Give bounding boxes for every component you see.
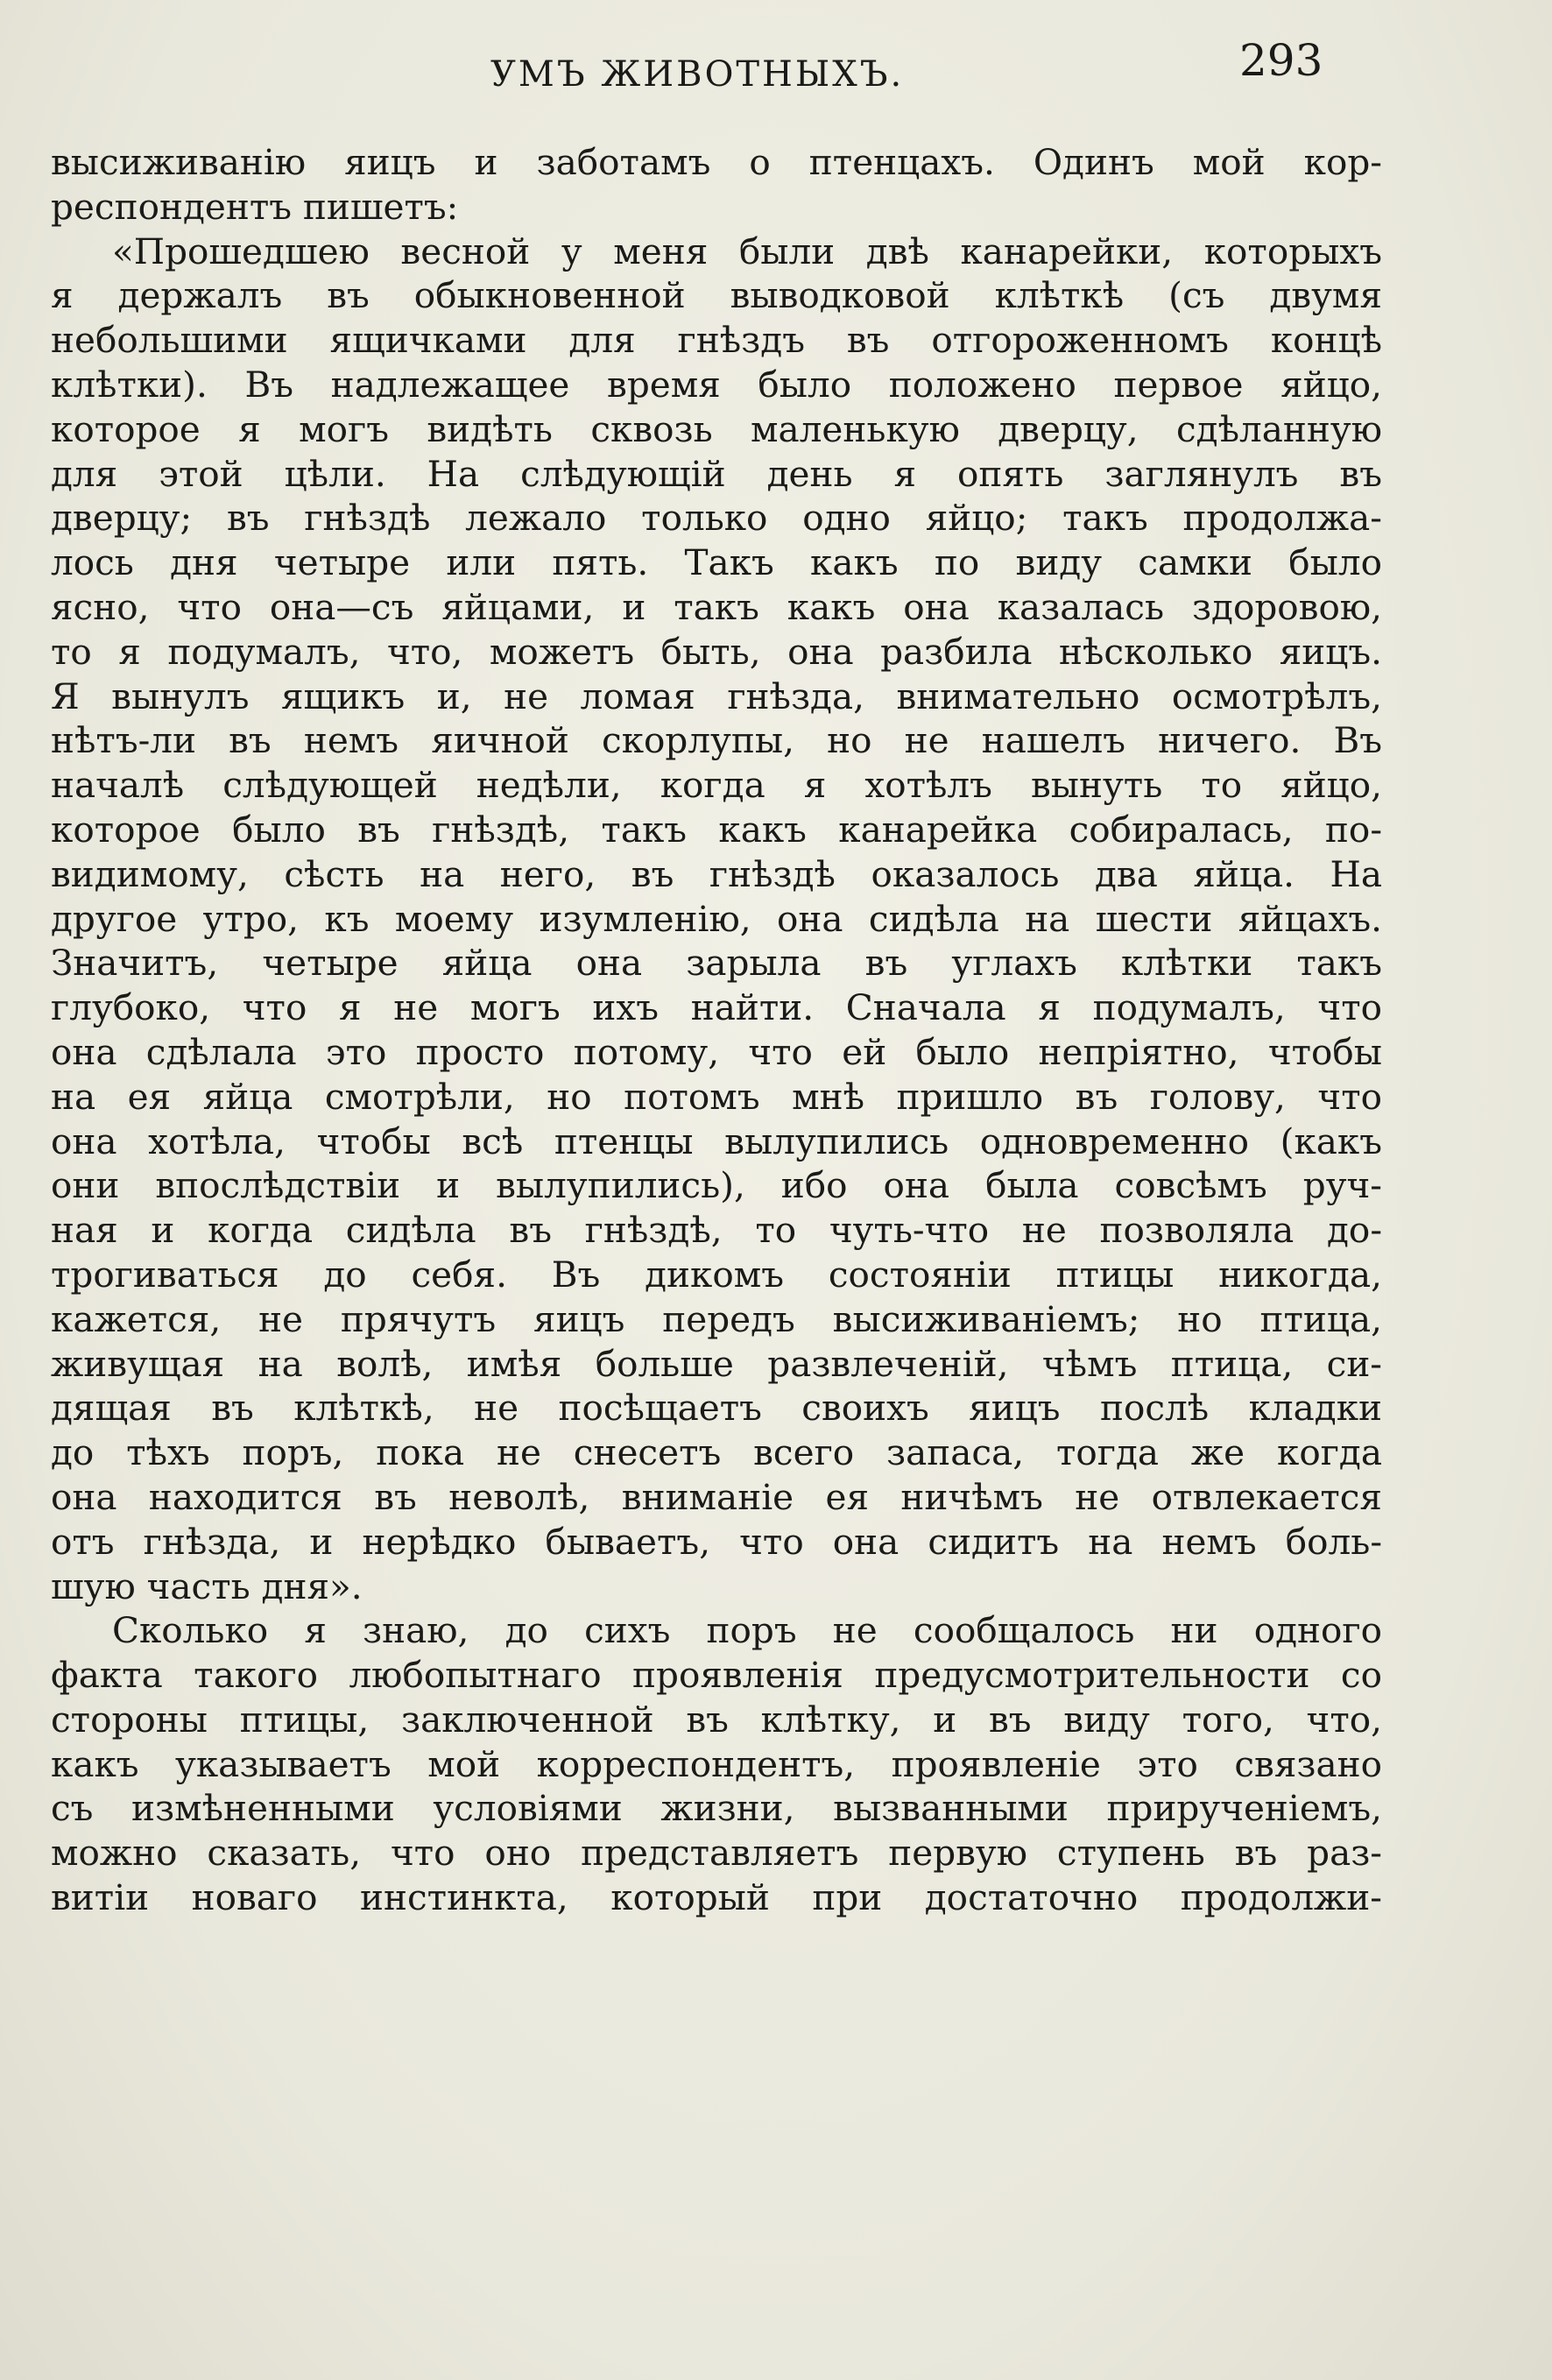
text-line: высиживанію яицъ и заботамъ о птенцахъ. Одинъ мой кор- xyxy=(51,141,1382,183)
text-line: Значитъ, четыре яйца она зарыла въ углахъ клѣтки такъ xyxy=(51,942,1382,985)
text-line: какъ указываетъ мой корреспондентъ, проявленіе это связано xyxy=(51,1742,1382,1785)
text-line: стороны птицы, заключенной въ клѣтку, и въ виду того, что, xyxy=(51,1698,1382,1741)
text-line: на ея яйца смотрѣли, но потомъ мнѣ пришло въ голову, что xyxy=(51,1075,1382,1118)
text-line: клѣтки). Въ надлежащее время было положено первое яйцо, xyxy=(51,363,1382,406)
text-line: нѣтъ-ли въ немъ яичной скорлупы, но не нашелъ ничего. Въ xyxy=(51,719,1382,762)
text-line: ная и когда сидѣла въ гнѣздѣ, то чуть-что не позволяла до- xyxy=(51,1209,1382,1252)
text-line: Сколько я знаю, до сихъ поръ не сообщалось ни одного xyxy=(112,1609,1382,1652)
text-line: небольшими ящичками для гнѣздъ въ отгороженномъ концѣ xyxy=(51,319,1382,362)
text-line: до тѣхъ поръ, пока не снесетъ всего запаса, тогда же когда xyxy=(51,1431,1382,1474)
text-line: для этой цѣли. На слѣдующій день я опять заглянулъ въ xyxy=(51,452,1382,495)
text-line: живущая на волѣ, имѣя больше развлеченій, чѣмъ птица, си- xyxy=(51,1342,1382,1385)
body-text xyxy=(51,140,1382,1920)
text-line: она хотѣла, чтобы всѣ птенцы вылупились одновременно (какъ xyxy=(51,1119,1382,1162)
text-line: она сдѣлала это просто потому, что ей было непріятно, чтобы xyxy=(51,1030,1382,1073)
text-line: она находится въ неволѣ, вниманіе ея ничѣмъ не отвлекается xyxy=(51,1475,1382,1518)
text-line: витіи новаго инстинкта, который при достаточно продолжи- xyxy=(51,1876,1382,1919)
text-line: я держалъ въ обыкновенной выводковой клѣткѣ (съ двумя xyxy=(51,274,1382,317)
text-line: которое я могъ видѣть сквозь маленькую дверцу, сдѣланную xyxy=(51,407,1382,450)
text-line: «Прошедшею весной у меня были двѣ канарейки, которыхъ xyxy=(112,230,1382,272)
text-line: факта такого любопытнаго проявленія предусмотрительности со xyxy=(51,1654,1382,1697)
text-line: дящая въ клѣткѣ, не посѣщаетъ своихъ яицъ послѣ кладки xyxy=(51,1387,1382,1430)
text-line: глубоко, что я не могъ ихъ найти. Сначала я подумалъ, что xyxy=(51,986,1382,1029)
text-line: шую часть дня». xyxy=(51,1564,363,1607)
text-line: началѣ слѣдующей недѣли, когда я хотѣлъ вынуть то яйцо, xyxy=(51,764,1382,807)
text-line: лось дня четыре или пять. Такъ какъ по виду самки было xyxy=(51,541,1382,584)
page-number: 293 xyxy=(1239,35,1323,86)
text-line: Я вынулъ ящикъ и, не ломая гнѣзда, внимательно осмотрѣлъ, xyxy=(51,674,1382,717)
text-line: видимому, сѣсть на него, въ гнѣздѣ оказалось два яйца. На xyxy=(51,852,1382,895)
running-title: УМЪ ЖИВОТНЫХЪ. xyxy=(490,54,905,95)
text-line: отъ гнѣзда, и нерѣдко бываетъ, что она сидитъ на немъ боль- xyxy=(51,1520,1382,1563)
text-line: респондентъ пишетъ: xyxy=(51,185,459,228)
text-line: съ измѣненными условіями жизни, вызванными прирученіемъ, xyxy=(51,1787,1382,1830)
text-line: они впослѣдствіи и вылупились), ибо она была совсѣмъ руч- xyxy=(51,1164,1382,1207)
text-line: кажется, не прячутъ яицъ передъ высиживаніемъ; но птица, xyxy=(51,1297,1382,1340)
text-line: дверцу; въ гнѣздѣ лежало только одно яйцо; такъ продолжа- xyxy=(51,497,1382,540)
text-line: то я подумалъ, что, можетъ быть, она разбила нѣсколько яицъ. xyxy=(51,630,1382,673)
text-line: которое было въ гнѣздѣ, такъ какъ канарейка собиралась, по- xyxy=(51,808,1382,851)
text-line: можно сказать, что оно представляетъ первую ступень въ раз- xyxy=(51,1832,1382,1875)
text-line: трогиваться до себя. Въ дикомъ состояніи птицы никогда, xyxy=(51,1253,1382,1296)
text-line: ясно, что она—съ яйцами, и такъ какъ она казалась здоровою, xyxy=(51,585,1382,628)
text-line: другое утро, къ моему изумленію, она сидѣла на шести яйцахъ. xyxy=(51,897,1382,940)
